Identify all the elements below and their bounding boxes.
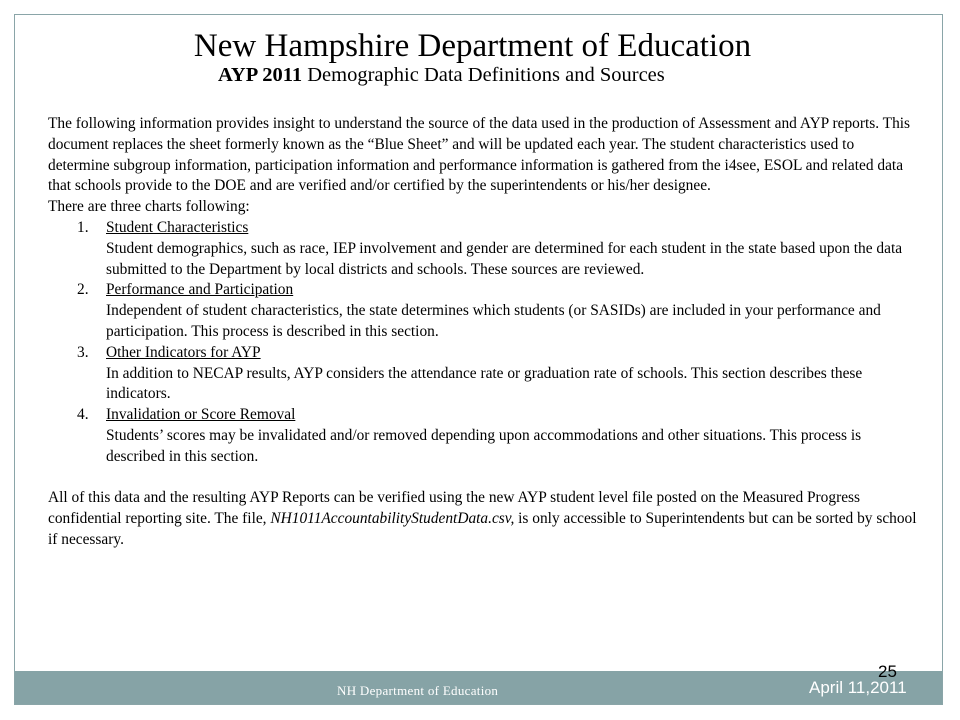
list-item-heading: Other Indicators for AYP xyxy=(106,343,261,361)
slide-subtitle xyxy=(218,62,665,88)
subtitle-rest: Demographic Data Definitions and Sources xyxy=(302,64,665,86)
subtitle-bold: AYP 2011 xyxy=(218,64,303,86)
intro-paragraph: The following information provides insight to understand the source of the data used in the production of Assessment and AYP reports. This document replaces the sheet formerly known as the “Blue Sheet” and will be updated each year. The student characteristics used to determine subgroup information, participation information and performance information is gathered from the i4see, ESOL and related data that schools provide to the DOE and are verified and/or certified by the superintendents or his/her designee. xyxy=(48,115,911,195)
list-item xyxy=(48,343,918,405)
list-item-heading: Performance and Participation xyxy=(106,281,294,299)
charts-intro: There are three charts following: xyxy=(48,198,250,216)
paragraph-spacer xyxy=(48,468,918,489)
list-item-number: 2. xyxy=(77,281,89,299)
closing-filename: NH1011AccountabilityStudentData.csv, xyxy=(270,510,515,528)
list-item-description: Students’ scores may be invalidated and/or removed depending upon accommodations and other situations. This process is described in this section. xyxy=(106,426,862,465)
list-item xyxy=(48,405,918,467)
list-item-description: Independent of student characteristics, the state determines which students (or SASIDs) are included in your performance and participation. This process is described in this section. xyxy=(106,302,881,340)
closing-text-after: is only accessible to Superintendents but can be sorted by school if necessary. xyxy=(48,510,917,548)
list-item-number: 1. xyxy=(77,218,89,236)
charts-list xyxy=(48,218,918,468)
page-number: 25 xyxy=(878,662,897,681)
document-body xyxy=(48,114,918,551)
list-item-number: 3. xyxy=(77,343,89,361)
list-item xyxy=(48,280,918,342)
closing-text-before: All of this data and the resulting AYP Reports can be verified using the new AYP student level file posted on the Measured Progress confidential reporting site. The file, xyxy=(48,489,861,528)
footer-date: April 11,2011 xyxy=(809,678,907,697)
closing-paragraph xyxy=(48,488,918,550)
footer-organization: NH Department of Education xyxy=(337,683,499,698)
list-item xyxy=(48,218,918,280)
list-item-description: In addition to NECAP results, AYP considers the attendance rate or graduation rate of schools. This section describes these indicators. xyxy=(106,364,863,403)
list-item-number: 4. xyxy=(77,406,89,424)
list-item-description: Student demographics, such as race, IEP involvement and gender are determined for each student in the state based upon the data submitted to the Department by local districts and schools. These sources are reviewed. xyxy=(106,239,903,278)
list-item-heading: Student Characteristics xyxy=(106,218,249,236)
slide-title: New Hampshire Department of Education xyxy=(193,28,752,64)
list-item-heading: Invalidation or Score Removal xyxy=(106,406,296,424)
